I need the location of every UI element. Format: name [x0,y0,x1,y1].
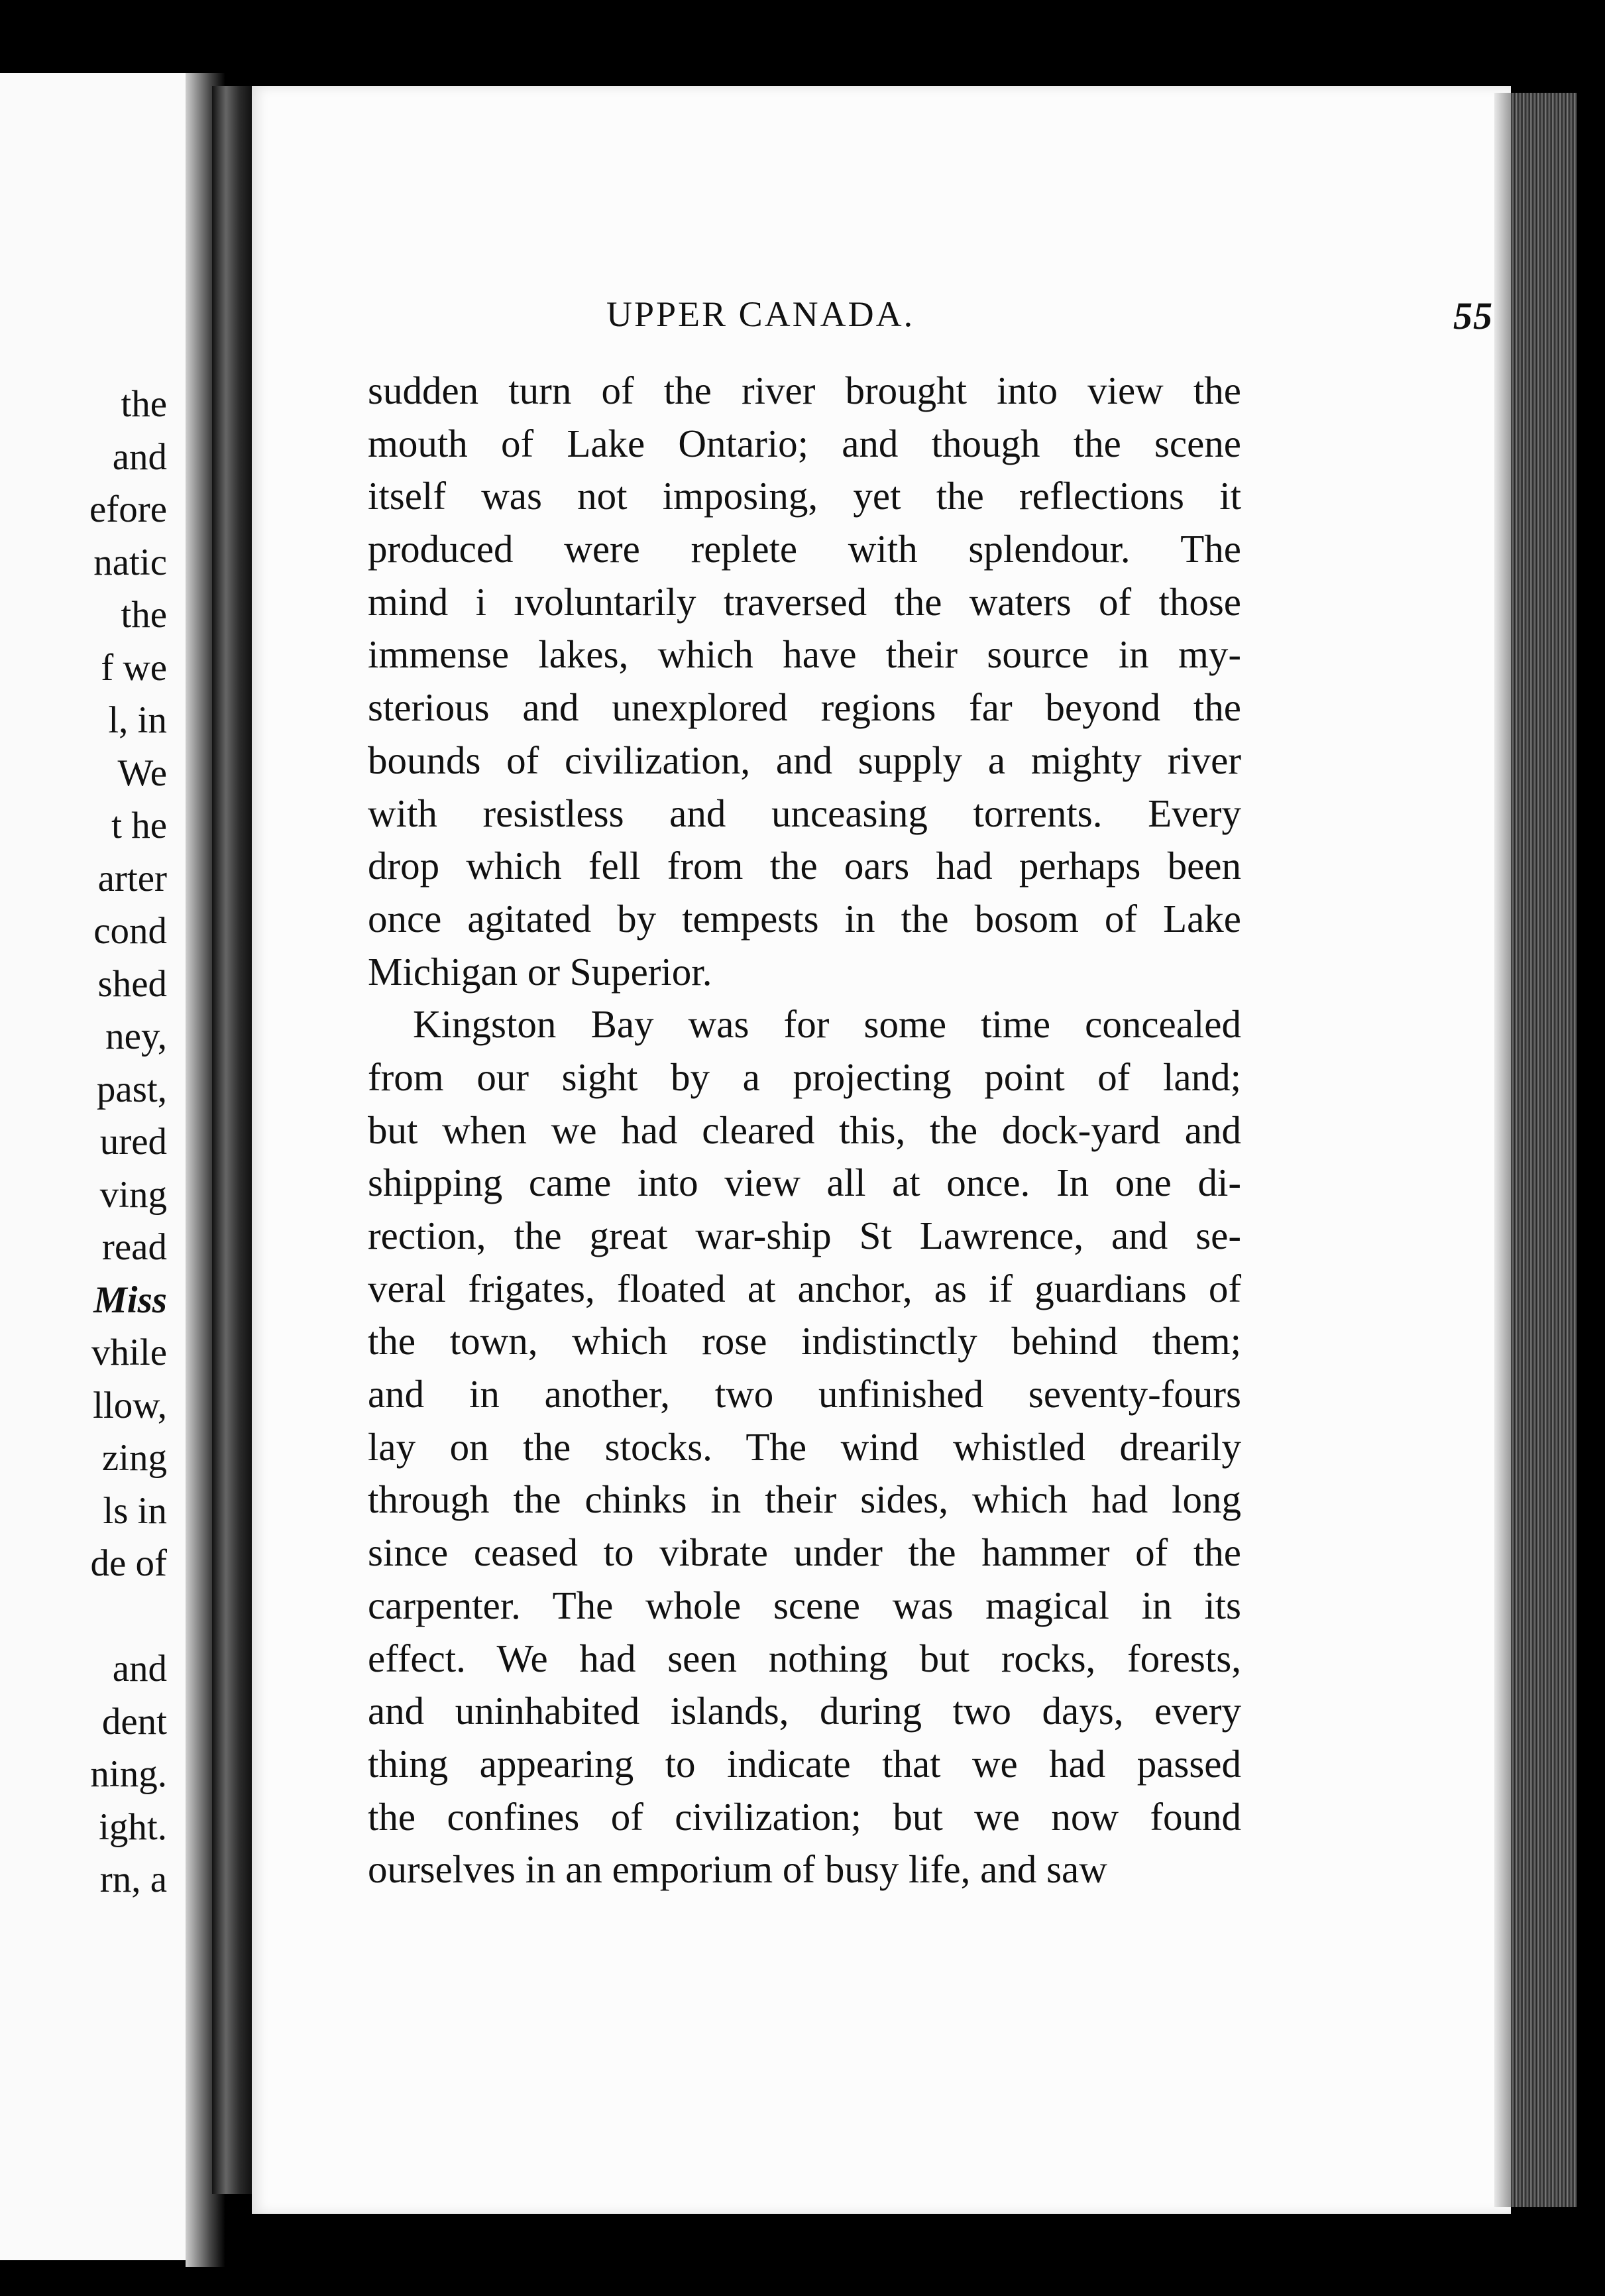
text-line: effect. We had seen nothing but rocks, forests, [368,1636,1241,1680]
left-page-fragment: ight. [99,1806,167,1848]
text-line: Michigan or Superior. [368,949,712,994]
text-line: and uninhabited islands, during two days, every [368,1689,1241,1733]
running-head-title: UPPER CANADA. [606,294,915,334]
text-line: sudden turn of the river brought into view the [368,369,1241,412]
left-page-fragment: natic [93,541,167,583]
text-line: and in another, two unfinished seventy-fours [368,1372,1241,1416]
left-page-fragment: the [121,383,167,425]
page-number: 55 [1453,294,1493,337]
text-line: veral frigates, floated at anchor, as if guardians of [368,1266,1241,1310]
text-line: carpenter. The whole scene was magical in its [368,1583,1241,1627]
text-line: the town, which rose indistinctly behind them; [368,1319,1241,1363]
text-line: from our sight by a projecting point of land; [368,1055,1241,1099]
text-line: thing appearing to indicate that we had passed [368,1741,1241,1786]
left-page-fragment: dent [101,1700,167,1743]
left-page-fragment: ning. [90,1753,167,1795]
left-page-fragment: zing [101,1437,167,1479]
text-line: bounds of civilization, and supply a mighty river [368,738,1241,782]
left-page-fragment: llow, [93,1384,167,1426]
text-line: immense lakes, which have their source in my- [368,632,1241,677]
text-line: drop which fell from the oars had perhaps been [368,844,1241,888]
book-gutter [212,86,252,2194]
left-page-fragment: vhile [91,1332,167,1373]
left-page-fragment: t he [111,805,167,846]
left-page-fragment: ured [99,1121,167,1163]
left-page-fragment: ls in [103,1489,167,1532]
left-page-fragment: shed [97,962,167,1005]
left-page-fragment: read [101,1226,167,1268]
text-line: Kingston Bay was for some time concealed [413,1002,1241,1047]
left-page-fragment: ney, [105,1015,167,1057]
body-text [368,365,1241,1896]
text-line: itself was not imposing, yet the reflections it [368,474,1241,518]
text-line: ourselves in an emporium of busy life, and saw [368,1847,1107,1892]
left-page-fragment: efore [89,488,167,530]
left-page-fragment: past, [96,1068,167,1110]
text-line: the confines of civilization; but we now found [368,1794,1241,1839]
left-page-fragment: ving [99,1173,167,1216]
right-page [252,86,1511,2214]
left-page-fragment: l, in [108,699,167,741]
text-line: once agitated by tempests in the bosom of Lake [368,896,1241,941]
text-line: through the chinks in their sides, which had long [368,1477,1241,1522]
left-page-fragment: and [112,435,167,478]
text-line: mind i ıvoluntarily traversed the waters of those [368,579,1241,624]
left-page [0,73,205,2260]
left-page-text-fragments [89,378,167,1906]
page-edge-shading [1494,93,1511,2207]
text-line: since ceased to vibrate under the hammer of the [368,1530,1241,1575]
left-page-fragment: arter [97,857,167,899]
left-page-fragment: rn, a [99,1859,167,1900]
left-page-fragment: de of [90,1542,167,1584]
text-line: rection, the great war-ship St Lawrence, and se- [368,1214,1241,1257]
page-stack-edge [1511,93,1577,2207]
left-page-fragment: f we [101,646,167,689]
paragraph-2 [368,998,1241,1896]
text-line: but when we had cleared this, the dock-yard and [368,1108,1241,1152]
text-line: with resistless and unceasing torrents. Every [368,791,1241,835]
text-line: produced were replete with splendour. The [368,527,1241,571]
running-head [368,294,1493,360]
left-page-fragment: and [112,1648,167,1690]
left-page-fragment: Miss [93,1279,167,1321]
text-line: shipping came into view all at once. In one di- [368,1161,1241,1205]
text-line: lay on the stocks. The wind whistled drearily [368,1424,1241,1469]
paragraph-1 [368,365,1241,998]
left-page-fragment: We [117,752,167,794]
left-page-fragment: the [121,594,167,636]
left-page-fragment: cond [93,910,167,952]
left-page-fragment [89,1590,167,1643]
text-line: sterious and unexplored regions far beyond the [368,685,1241,730]
text-line: mouth of Lake Ontario; and though the scene [368,421,1241,465]
